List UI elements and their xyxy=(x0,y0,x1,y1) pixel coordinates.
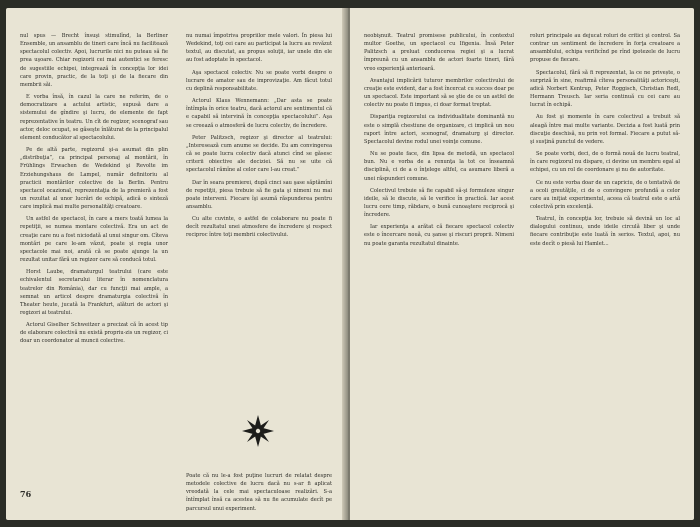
paragraph: Colectivul trebuie să fie capabil să-şi formuleze singur ideile, să le discute, să le verifice în practică. Iar acest lucru cere timp, răbdare, o bună cunoaştere reciprocă şi încredere. xyxy=(364,187,514,219)
right-page xyxy=(350,8,694,520)
paragraph: Poate că nu le-a fost puţine lucruri de relatat despre metodele colective de lucru dacă nu s-ar fi aplicat vreodată la cele mai spectaculoase realizări. S-a întîmplat însă ca acestea să nu fie acumulate decît pe parcursul unui experiment. xyxy=(186,473,332,512)
paragraph: Peter Palitzsch, regizor şi director al teatrului: „Interesează cum anume se decide. Eu am convingerea că se poate lucra colectiv dacă atunci cînd se găsesc criterii obiective ale deciziei. Să nu se uite că spectacolul rămîne al celor care l-au creat.” xyxy=(186,134,332,174)
paragraph: Horst Laube, dramaturgul teatrului (care este echivalentul secretarului literar în nomenclatura teatrelor din România), dar cu funcţii mai ample, a semnat un articol despre dramaturgia colectivă în Theater heute, jucată la Frankfurt, alături de actori şi regizori ai teatrului. xyxy=(20,269,168,316)
right-page-column-2 xyxy=(530,32,680,500)
paragraph: roluri principale au dejucat roluri de critici şi control. Sa contrar un sentiment de încredere în forţa creatoare a ansamblului, echipa verificînd pe rînd ipotezele de lucru propuse de fiecare. xyxy=(530,33,680,64)
left-page-column-2-bottom xyxy=(186,472,332,512)
paragraph: Se poate vorbi, deci, de o formă nouă de lucru teatral, în care regizorul nu dispare, ci devine un membru egal al echipei, cu un rol de coordonare şi nu de autoritate. xyxy=(530,151,680,174)
paragraph: Pe de altă parte, regizorul şi-a asumat din plin „distribuţia”, ca principal personaj al montării, în Frühlings Erwachen de Wedekind şi Revolte im Erziehungshaus de Lampel, număr definitoriu al practicii montărilor colective de la Berlin. Pentru spectacol ocazional, reprezentaţia de la premieră a fost un rezultat al unor lucrări de echipă, adică o sinteză care implică mai multe personalităţi creatoare. xyxy=(20,147,168,211)
paragraph: Nu se poate face, din lipsa de metodă, un spectacol bun. Nu e vorba de a renunţa la tot ce înseamnă disciplină, ci de a o înţelege altfel, ca asumare liberă a unei răspunderi comune. xyxy=(364,151,514,182)
left-page-column-1 xyxy=(20,32,168,472)
paragraph: Teatrul, în concepţia lor, trebuie să devină un loc al dialogului continuu, unde ideile circulă liber şi unde fiecare contribuţie este luată în serios. Textul, apoi, nu este decît o piesă lui Hamlet... xyxy=(530,216,680,247)
paragraph: Cu alte cuvinte, o astfel de colaborare nu poate fi decît rezultatul unei atmosfere de încredere şi respect reciproc între toţi membrii colectivului. xyxy=(186,216,332,239)
paragraph: Dar în seara premierei, după cinci sau şase săptămîni de repetiţii, piesa trebuie să fie gata şi nimeni nu mai poate interveni. Fiecare îşi asumă răspunderea pentru ansamblu. xyxy=(186,179,332,210)
paragraph: neobişnuit. Teatrul promisese publicului, în contextul multor Goethe, un spectacol cu Ifigenia. Însă Peter Palitzsch a preluat conducerea regiei şi a lucrat împreună cu un ansamblu de actori foarte tineri, fără vreo experienţă anterioară. xyxy=(364,33,514,72)
page-number: 76 xyxy=(20,489,32,499)
paragraph: Spectacolul, fără să fi reprezentat, la ce ne privește, o surpriză în sine, reafirmă cîteva personalităţi actoriceşti, adică Norbert Kentrup, Peter Roggisch, Christian Redl, Hermann Treusch. Iar seria continuă cu cei care au lucrat în echipă. xyxy=(530,69,680,109)
paragraph: Un astfel de spectacol, în care a mers toată lumea la repetiţii, se numea montare colectivă. Era un act de creaţie care nu a fost niciodată al unui singur om. Cîteva montări pe care le-am văzut, poate şi regia unor spectacole mai noi, arată că se poate ajunge la un rezultat unitar fără un regizor care să conducă totul. xyxy=(20,216,168,264)
left-page-column-2 xyxy=(186,32,332,352)
paragraph: Au fost şi momente în care colectivul a trebuit să aleagă între mai multe variante. Decizia a fost luată prin discuţie deschisă, nu prin vot formal. Fiecare a putut să-şi susţină punctul de vedere. xyxy=(530,114,680,145)
paragraph: Actorul Giselher Schweitzer a precizat că în acest tip de elaborare colectivă nu există propriu-zis un regizor, ci doar un coordonator al muncii colective. xyxy=(20,322,168,345)
paragraph: nu numai împotriva propriilor mele valori. În piesa lui Wedekind, toţi cei care au participat la lucru au revăzut textul, au discutat, au propus soluţii, iar unele din ele au fost adoptate în spectacol. xyxy=(186,33,332,64)
paragraph: Avantajul implicării tuturor membrilor colectivului de creaţie este evident, dar a fost încercat cu succes doar pe un spectacol. Este important să se ştie de ce un astfel de colectiv nu poate fi impus, ci doar format treptat. xyxy=(364,77,514,109)
left-page xyxy=(6,8,348,520)
paragraph: nul spus — Brecht însuşi stimulînd, la Berliner Ensemble, un ansamblu de tineri care încă nu facilitează spectacolul colectiv. Apoi, lucrurile nici nu puteau să fie prea uşoare. Chiar regizorii cei mai autentici se feresc de sugestiile echipei, integrează în concepţia lor idei care provin, practic, de la toţi şi de la fiecare din membrii săi. xyxy=(20,33,168,88)
star-ornament-icon xyxy=(240,413,276,449)
right-page-column-1 xyxy=(364,32,514,500)
paragraph: E vorba însă, în cazul la care ne referim, de o democratizare a actului artistic, supusă dare a sistemului de gîndire şi lucru, de elemente de fapt reprezentative în teatru. Un cît de regizor, scenograf sau actor, deloc ocupat, se găseşte înlăturat de la principalul element conducător al spectacolului. xyxy=(20,94,168,141)
paragraph: Actorul Klaus Wennemann: „Dar asta se poate întîmpla în orice teatru, dacă actorul are sentimentul că e capabil să intervină în concepţia spectacolului”. Aşa se creează o atmosferă de lucru colectiv, de încredere. xyxy=(186,98,332,129)
paragraph: Iar experienţa a arătat că fiecare spectacol colectiv este o încercare nouă, cu şanse şi riscuri proprii. Nimeni nu poate garanta rezultatul dinainte. xyxy=(364,224,514,247)
paragraph: Aşa spectacol colectiv. Nu se poate vorbi despre o lucrare de amator sau de improvizaţie. Am făcut totul cu deplină responsabilitate. xyxy=(186,69,332,92)
paragraph: Dispariţia regizorului ca individualitate dominantă nu este o simplă chestiune de organizare, ci implică un nou raport între actori, scenograf, dramaturg şi director. Spectacolul devine rodul unei voinţe comune. xyxy=(364,114,514,145)
paragraph: Ce nu este vorba doar de un capriciu, de o tentativă de a ocoli greutăţile, ci de o convingere profundă a celor care au iniţiat experimentul, aceea că teatrul este o artă colectivă prin excelenţă. xyxy=(530,179,680,210)
